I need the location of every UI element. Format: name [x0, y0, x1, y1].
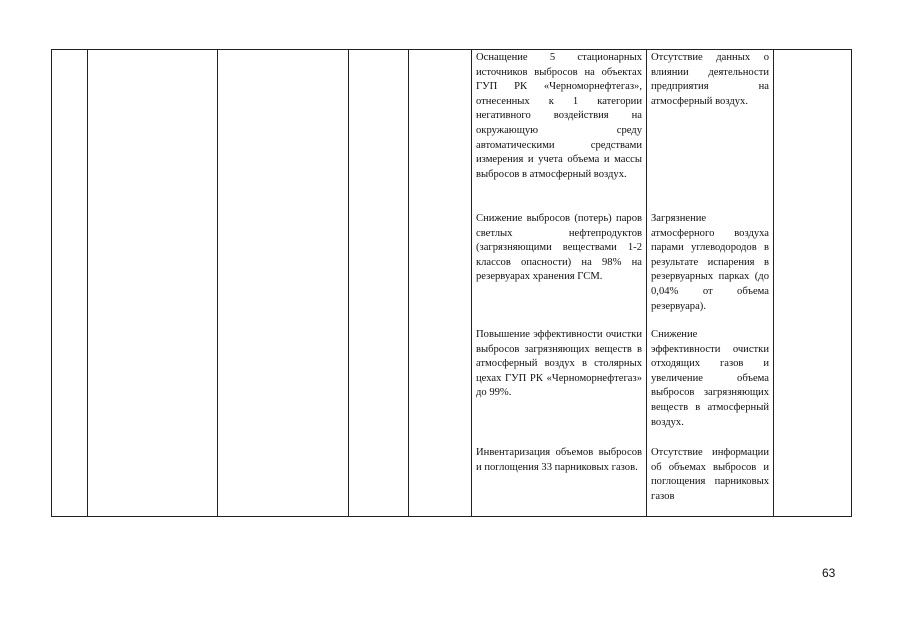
measure-text: Повышение эффективности очистки выбросов загрязняющих веществ в атмосферный воздух в столярных цехах ГУП РК «Черноморнефтегаз» до 99%. — [476, 329, 642, 399]
problem-text: Загрязнение атмосферного воздуха парами углеводородов в результате испарения в резервуарных парках (до 0,04% от объема резервуара). — [651, 213, 769, 312]
measure-text: Снижение выбросов (потерь) паров светлых нефтепродуктов (загрязняющими веществами 1-2 классов опасности) на 98% на резервуарах хранения ГСМ. — [476, 213, 642, 283]
measure-text: Оснащение 5 стационарных источников выбросов на объектах ГУП РК «Черноморнефтегаз», отнесенных к 1 категории негативного воздействия на окружающую среду автоматическими средствами измерения и учета объема и массы выбросов в атмосферный воздух. — [476, 52, 642, 180]
cell-empty-col8 — [774, 50, 852, 517]
cell-problems — [647, 50, 774, 517]
problem-text: Снижение эффективности очистки отходящих газов и увеличение объема выбросов загрязняющих веществ в атмосферный воздух. — [651, 329, 769, 428]
cell-empty-col4 — [349, 50, 409, 517]
cell-measures — [472, 50, 647, 517]
problem-text: Отсутствие данных о влиянии деятельности предприятия на атмосферный воздух. — [651, 52, 769, 107]
cell-number — [52, 50, 88, 517]
table-row — [52, 50, 852, 517]
cell-empty-col2 — [88, 50, 218, 517]
cell-empty-col5 — [409, 50, 472, 517]
page-number: 63 — [822, 566, 836, 580]
cell-empty-col3 — [218, 50, 349, 517]
problem-text: Отсутствие информации об объемах выбросов и поглощения парниковых газов — [651, 447, 769, 502]
measures-table — [51, 49, 852, 517]
measure-text: Инвентаризация объемов выбросов и поглощения 33 парниковых газов. — [476, 447, 642, 473]
